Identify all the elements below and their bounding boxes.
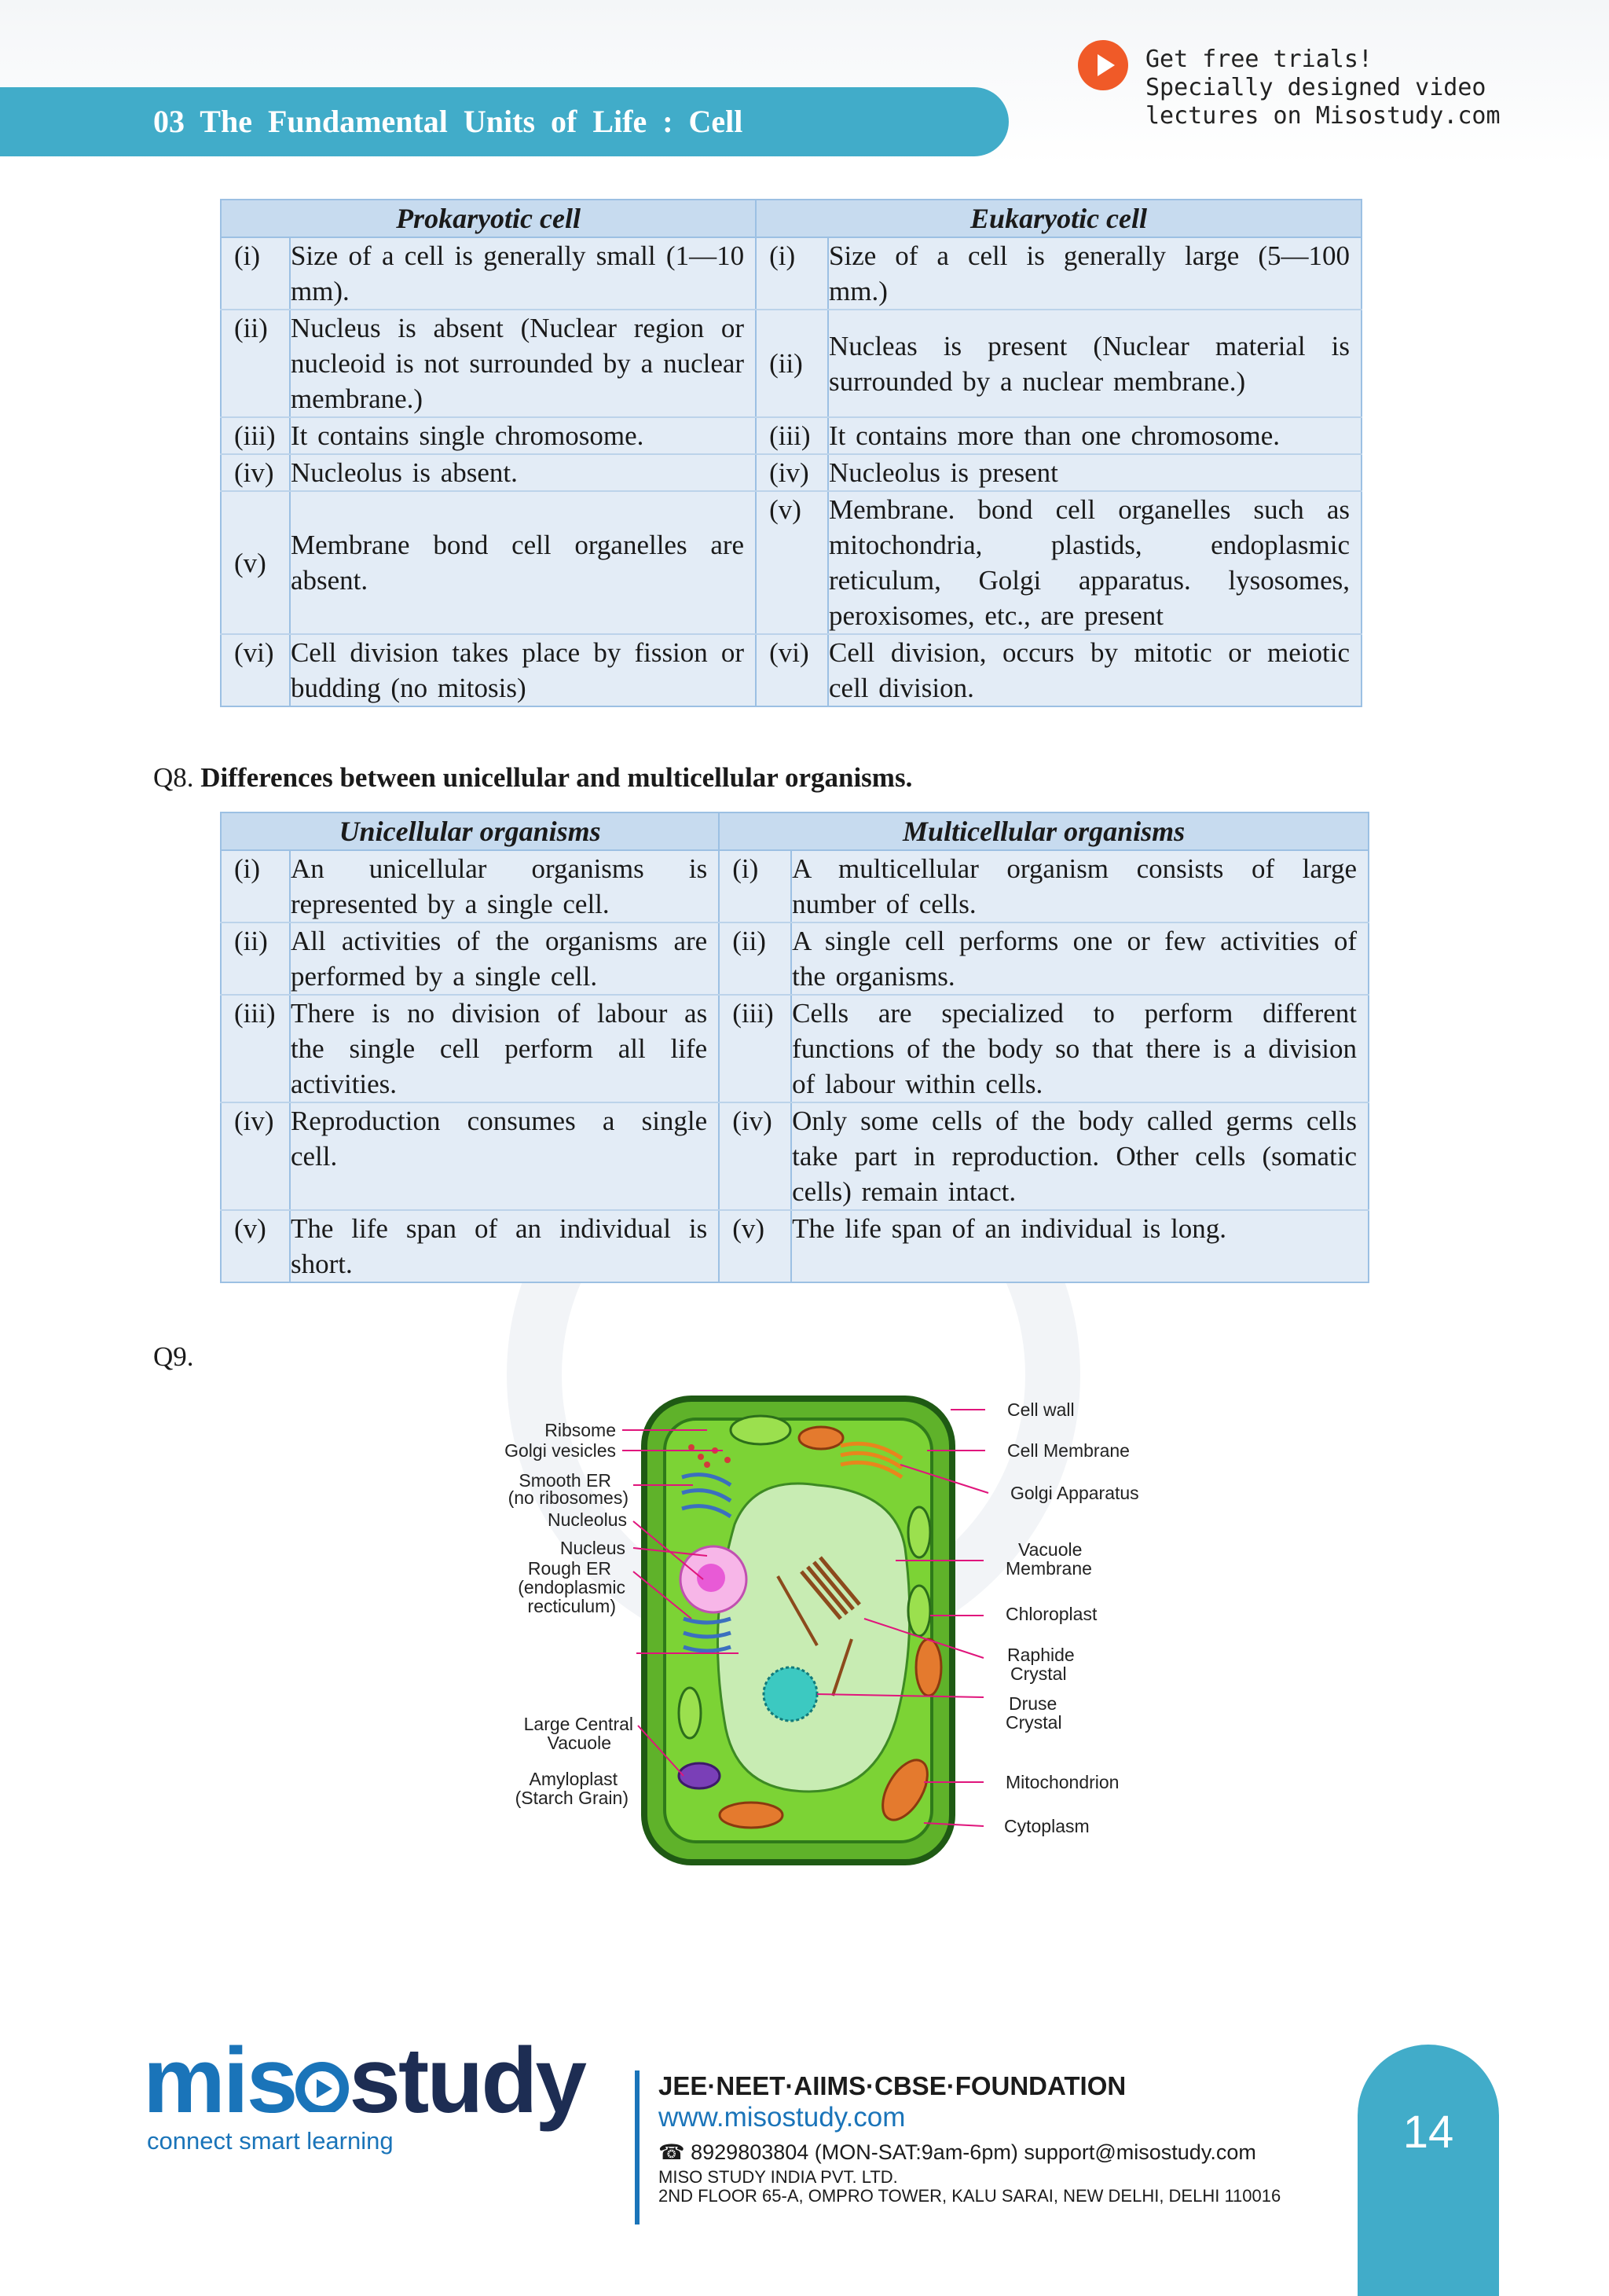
label-smooth-er-note: (no ribosomes) <box>508 1487 629 1508</box>
label-raphide-crystal: Crystal <box>1010 1663 1067 1684</box>
label-chloroplast: Chloroplast <box>1006 1604 1098 1624</box>
row-label: (iv) <box>221 454 290 491</box>
logo-play-o-icon <box>295 2059 349 2112</box>
column-header: Multicellular organisms <box>719 812 1369 850</box>
cell-text: An unicellular organisms is represented by a single cell. <box>290 850 719 922</box>
footer-info <box>658 2070 1281 2206</box>
row-label: (iii) <box>719 995 791 1102</box>
cell-text: All activities of the organisms are performed by a single cell. <box>290 922 719 995</box>
cell-text: It contains single chromosome. <box>290 417 756 454</box>
cell-text: Membrane bond cell organelles are absent. <box>290 491 756 634</box>
column-header: Unicellular organisms <box>221 812 719 850</box>
plant-cell-diagram <box>471 1383 1163 1870</box>
cell-text: Nucleolus is present <box>828 454 1362 491</box>
table-row <box>221 1210 1369 1282</box>
label-ribsome: Ribsome <box>544 1420 616 1440</box>
cell-text: It contains more than one chromosome. <box>828 417 1362 454</box>
label-vacuole: Vacuole <box>547 1733 611 1753</box>
table-row <box>221 454 1362 491</box>
footer-courses: JEE·NEET·AIIMS·CBSE·FOUNDATION <box>658 2071 1127 2100</box>
cell-text: Membrane. bond cell organelles such as mitochondria, plastids, endoplasmic reticulum, Golgi apparatus. lysosomes, peroxisomes, etc., are present <box>828 491 1362 634</box>
unicellular-multicellular-table <box>220 812 1369 1283</box>
mitochondrion-shape <box>916 1639 941 1696</box>
row-label: (v) <box>221 491 290 634</box>
cell-text: There is no division of labour as the single cell perform all life activities. <box>290 995 719 1102</box>
footer-website-link[interactable]: www.misostudy.com <box>658 2102 906 2133</box>
row-label: (iv) <box>221 1102 290 1210</box>
question-9 <box>153 1341 194 1373</box>
table-row <box>221 634 1362 706</box>
cell-text: Nucleus is absent (Nuclear region or nucleoid is not surrounded by a nuclear membrane.) <box>290 310 756 417</box>
footer-contact: ☎ 8929803804 (MON-SAT:9am-6pm) support@misostudy.com <box>658 2140 1256 2164</box>
question-8 <box>153 762 912 794</box>
row-label: (v) <box>756 491 828 634</box>
cell-text: Cell division takes place by fission or budding (no mitosis) <box>290 634 756 706</box>
table-row <box>221 417 1362 454</box>
footer-divider <box>635 2070 640 2224</box>
label-cell-wall: Cell wall <box>1007 1399 1075 1420</box>
label-golgi-vesicles: Golgi vesicles <box>504 1440 616 1461</box>
label-golgi-apparatus: Golgi Apparatus <box>1010 1483 1139 1503</box>
label-druse: Druse <box>1009 1693 1057 1714</box>
label-amyloplast: Amyloplast <box>529 1769 618 1789</box>
label-nucleolus: Nucleolus <box>548 1509 627 1530</box>
table-row <box>221 995 1369 1102</box>
row-label: (ii) <box>221 310 290 417</box>
row-label: (iii) <box>756 417 828 454</box>
cell-text: Nucleas is present (Nuclear material is surrounded by a nuclear membrane.) <box>828 310 1362 417</box>
cell-text: The life span of an individual is long. <box>791 1210 1369 1282</box>
table-row <box>221 1102 1369 1210</box>
label-nucleus: Nucleus <box>559 1538 625 1558</box>
mitochondrion-shape <box>799 1427 843 1449</box>
row-label: (iv) <box>756 454 828 491</box>
table-row <box>221 491 1362 634</box>
label-mitochondrion: Mitochondrion <box>1006 1772 1120 1792</box>
play-icon[interactable] <box>1078 40 1128 90</box>
row-label: (iv) <box>719 1102 791 1210</box>
table-row <box>221 237 1362 310</box>
cell-text: Reproduction consumes a single cell. <box>290 1102 719 1210</box>
label-rough-er-note-1: (endoplasmic <box>518 1577 625 1597</box>
page-number: 14 <box>1402 2107 1454 2158</box>
footer-company: MISO STUDY INDIA PVT. LTD. <box>658 2167 898 2187</box>
label-starch-grain: (Starch Grain) <box>515 1788 629 1808</box>
row-label: (i) <box>719 850 791 922</box>
promo-line-2: Specially designed video <box>1145 74 1486 101</box>
cell-text: Size of a cell is generally large (5—100 mm.) <box>828 237 1362 310</box>
row-label: (iii) <box>221 417 290 454</box>
label-raphide: Raphide <box>1007 1645 1075 1665</box>
table-row <box>221 850 1369 922</box>
row-label: (i) <box>221 237 290 310</box>
row-label: (v) <box>221 1210 290 1282</box>
promo-text[interactable] <box>1145 46 1501 130</box>
footer-address: 2ND FLOOR 65-A, OMPRO TOWER, KALU SARAI, NEW DELHI, DELHI 110016 <box>658 2186 1281 2206</box>
cell-text: Cell division, occurs by mitotic or meiotic cell division. <box>828 634 1362 706</box>
label-vacuole-membrane-1: Vacuole <box>1018 1539 1083 1560</box>
label-cytoplasm: Cytoplasm <box>1004 1816 1090 1836</box>
cell-text: Size of a cell is generally small (1—10 mm). <box>290 237 756 310</box>
row-label: (vi) <box>756 634 828 706</box>
chloroplast-shape <box>679 1688 701 1738</box>
row-label: (ii) <box>221 922 290 995</box>
label-rough-er-note-2: recticulum) <box>527 1596 616 1616</box>
question-title: Differences between unicellular and multicellular organisms. <box>200 762 913 793</box>
label-vacuole-membrane-2: Membrane <box>1006 1558 1092 1579</box>
page-number-tab <box>1358 2045 1499 2296</box>
table-row <box>221 310 1362 417</box>
row-label: (i) <box>221 850 290 922</box>
chloroplast-shape <box>908 1586 930 1636</box>
promo-line-1: Get free trials! <box>1145 46 1373 73</box>
question-number: Q9. <box>153 1341 194 1372</box>
label-smooth-er: Smooth ER <box>519 1470 611 1491</box>
druse-crystal-shape <box>764 1667 817 1721</box>
table-row <box>221 922 1369 995</box>
cell-text: Nucleolus is absent. <box>290 454 756 491</box>
chapter-title: 03 The Fundamental Units of Life : Cell <box>153 104 743 139</box>
column-header: Prokaryotic cell <box>221 200 756 237</box>
label-druse-crystal: Crystal <box>1006 1712 1062 1733</box>
promo-line-3: lectures on Misostudy.com <box>1145 102 1501 130</box>
chloroplast-shape <box>731 1416 790 1444</box>
label-large-central: Large Central <box>523 1714 633 1734</box>
chloroplast-shape <box>908 1507 930 1557</box>
amyloplast-shape <box>679 1763 720 1788</box>
logo-tagline: connect smart learning <box>147 2127 394 2155</box>
row-label: (v) <box>719 1210 791 1282</box>
table-header-row <box>221 812 1369 850</box>
question-number: Q8. <box>153 762 194 793</box>
cell-text: The life span of an individual is short. <box>290 1210 719 1282</box>
row-label: (vi) <box>221 634 290 706</box>
column-header: Eukaryotic cell <box>756 200 1362 237</box>
row-label: (i) <box>756 237 828 310</box>
cell-text: Only some cells of the body called germs cells take part in reproduction. Other cells (somatic cells) remain intact. <box>791 1102 1369 1210</box>
prokaryotic-eukaryotic-table <box>220 199 1362 707</box>
cell-text: A single cell performs one or few activities of the organisms. <box>791 922 1369 995</box>
cell-text: Cells are specialized to perform different functions of the body so that there is a division of labour within cells. <box>791 995 1369 1102</box>
row-label: (iii) <box>221 995 290 1102</box>
label-cell-membrane: Cell Membrane <box>1007 1440 1130 1461</box>
table-header-row <box>221 200 1362 237</box>
row-label: (ii) <box>756 310 828 417</box>
label-rough-er: Rough ER <box>527 1558 611 1579</box>
mitochondrion-shape <box>720 1803 783 1828</box>
misostudy-logo[interactable]: mis study <box>143 2029 585 2133</box>
cell-text: A multicellular organism consists of large number of cells. <box>791 850 1369 922</box>
row-label: (ii) <box>719 922 791 995</box>
